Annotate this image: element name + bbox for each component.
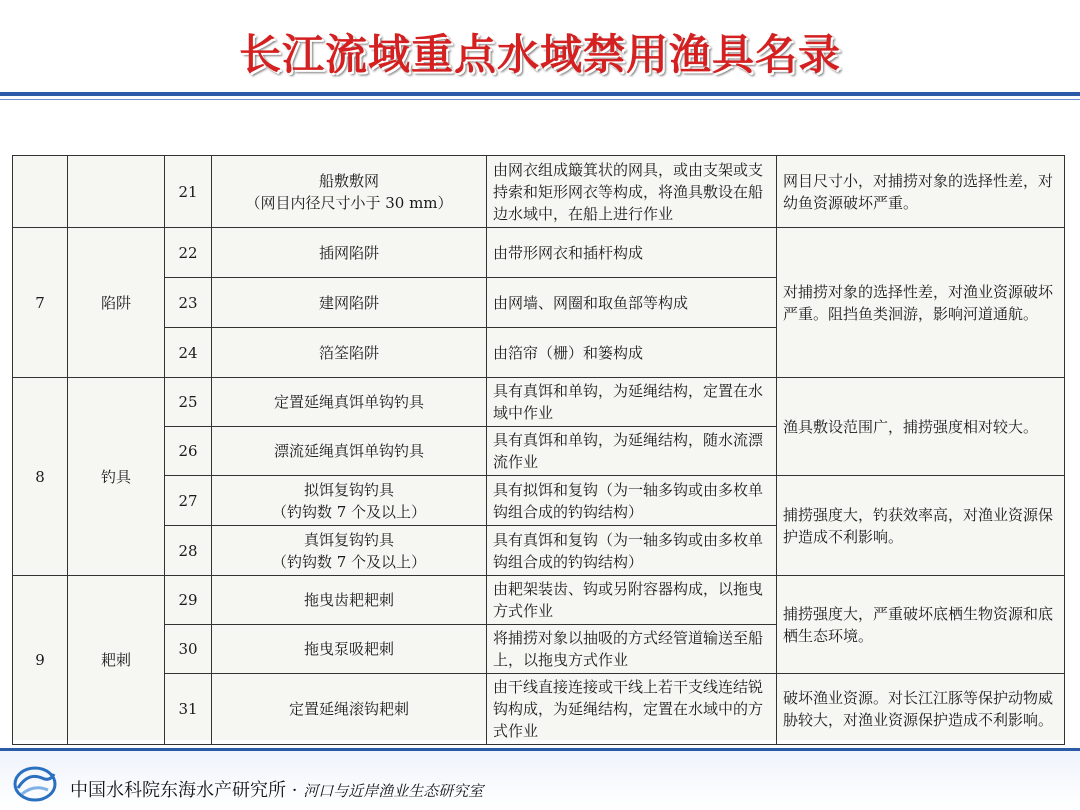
category-number: 8 bbox=[13, 378, 68, 576]
gear-structure: 具有拟饵和复钩（为一轴多钩或由多枚单钩组合成的钓钩结构） bbox=[487, 476, 777, 526]
item-number: 21 bbox=[165, 156, 212, 228]
prohibition-reason: 网目尺寸小，对捕捞对象的选择性差，对幼鱼资源破坏严重。 bbox=[777, 156, 1065, 228]
gear-name: 漂流延绳真饵单钩钓具 bbox=[212, 427, 487, 476]
prohibition-reason: 渔具敷设范围广，捕捞强度相对较大。 bbox=[777, 378, 1065, 476]
gear-name: 定置延绳真饵单钩钓具 bbox=[212, 378, 487, 427]
item-number: 24 bbox=[165, 328, 212, 378]
gear-structure: 由网衣组成簸箕状的网具，或由支架或支持索和矩形网衣等构成，将渔具敷设在船边水域中，在船上进行作业 bbox=[487, 156, 777, 228]
institution-name: 中国水科院东海水产研究所 bbox=[70, 780, 286, 801]
item-number: 28 bbox=[165, 526, 212, 576]
gear-name: 拖曳齿耙耙刺 bbox=[212, 576, 487, 625]
gear-structure: 具有真饵和复钩（为一轴多钩或由多枚单钩组合成的钓钩结构） bbox=[487, 526, 777, 576]
gear-structure: 具有真饵和单钩，为延绳结构，定置在水域中作业 bbox=[487, 378, 777, 427]
item-number: 27 bbox=[165, 476, 212, 526]
prohibition-reason: 对捕捞对象的选择性差，对渔业资源破坏严重。阻挡鱼类洄游，影响河道通航。 bbox=[777, 228, 1065, 378]
category-number: 7 bbox=[13, 228, 68, 378]
prohibition-reason: 破坏渔业资源。对长江江豚等保护动物威胁较大，对渔业资源保护造成不利影响。 bbox=[777, 674, 1065, 745]
gear-name-main: 船敷敷网 bbox=[318, 171, 379, 190]
footer-divider bbox=[0, 748, 1080, 751]
gear-name bbox=[212, 476, 487, 526]
gear-structure: 由箔帘（栅）和篓构成 bbox=[487, 328, 777, 378]
table-row bbox=[13, 674, 1065, 745]
gear-structure: 由耙架装齿、钩或另附容器构成，以拖曳方式作业 bbox=[487, 576, 777, 625]
category-cell bbox=[68, 156, 165, 228]
gear-name: 拖曳泵吸耙刺 bbox=[212, 625, 487, 674]
table-row bbox=[13, 378, 1065, 427]
gear-name: 定置延绳滚钩耙刺 bbox=[212, 674, 487, 745]
prohibition-reason: 捕捞强度大，钓获效率高，对渔业资源保护造成不利影响。 bbox=[777, 476, 1065, 576]
footer-separator: · bbox=[291, 780, 298, 801]
table-row bbox=[13, 576, 1065, 625]
gear-structure: 将捕捞对象以抽吸的方式经管道输送至船上，以拖曳方式作业 bbox=[487, 625, 777, 674]
gear-name bbox=[212, 526, 487, 576]
gear-name-note: （网目内径尺寸小于 30 mm） bbox=[245, 193, 453, 212]
gear-name-main: 真饵复钩钓具 bbox=[303, 530, 394, 549]
gear-name bbox=[212, 156, 487, 228]
item-number: 23 bbox=[165, 278, 212, 328]
fishing-gear-table bbox=[12, 155, 1064, 740]
table-row bbox=[13, 156, 1065, 228]
table-row bbox=[13, 228, 1065, 278]
gear-name: 箔筌陷阱 bbox=[212, 328, 487, 378]
gear-name-note: （钓钩数 7 个及以上） bbox=[271, 552, 427, 571]
table-row bbox=[13, 476, 1065, 526]
prohibition-reason: 捕捞强度大，严重破坏底栖生物资源和底栖生态环境。 bbox=[777, 576, 1065, 674]
category-number-cell bbox=[13, 156, 68, 228]
item-number: 25 bbox=[165, 378, 212, 427]
gear-structure: 由带形网衣和插杆构成 bbox=[487, 228, 777, 278]
gear-name: 建网陷阱 bbox=[212, 278, 487, 328]
page-title: 长江流域重点水域禁用渔具名录 bbox=[238, 30, 841, 79]
item-number: 26 bbox=[165, 427, 212, 476]
category-name: 耙刺 bbox=[68, 576, 165, 745]
gear-structure: 由干线直接连接或干线上若干支线连结锐钩构成，为延绳结构，定置在水域中的方式作业 bbox=[487, 674, 777, 745]
lab-name: 河口与近岸渔业生态研究室 bbox=[303, 782, 484, 800]
category-number: 9 bbox=[13, 576, 68, 745]
item-number: 30 bbox=[165, 625, 212, 674]
header-divider bbox=[0, 92, 1080, 96]
institute-logo-icon bbox=[12, 762, 58, 804]
gear-name: 插网陷阱 bbox=[212, 228, 487, 278]
gear-structure: 由网墙、网圈和取鱼部等构成 bbox=[487, 278, 777, 328]
item-number: 29 bbox=[165, 576, 212, 625]
footer-institution bbox=[70, 776, 483, 802]
category-name: 钓具 bbox=[68, 378, 165, 576]
category-name: 陷阱 bbox=[68, 228, 165, 378]
gear-structure: 具有真饵和单钩，为延绳结构，随水流漂流作业 bbox=[487, 427, 777, 476]
item-number: 31 bbox=[165, 674, 212, 745]
item-number: 22 bbox=[165, 228, 212, 278]
footer-bar bbox=[0, 748, 1080, 810]
gear-name-main: 拟饵复钩钓具 bbox=[303, 480, 394, 499]
header-divider-thin bbox=[0, 99, 1080, 100]
gear-name-note: （钓钩数 7 个及以上） bbox=[271, 502, 427, 521]
